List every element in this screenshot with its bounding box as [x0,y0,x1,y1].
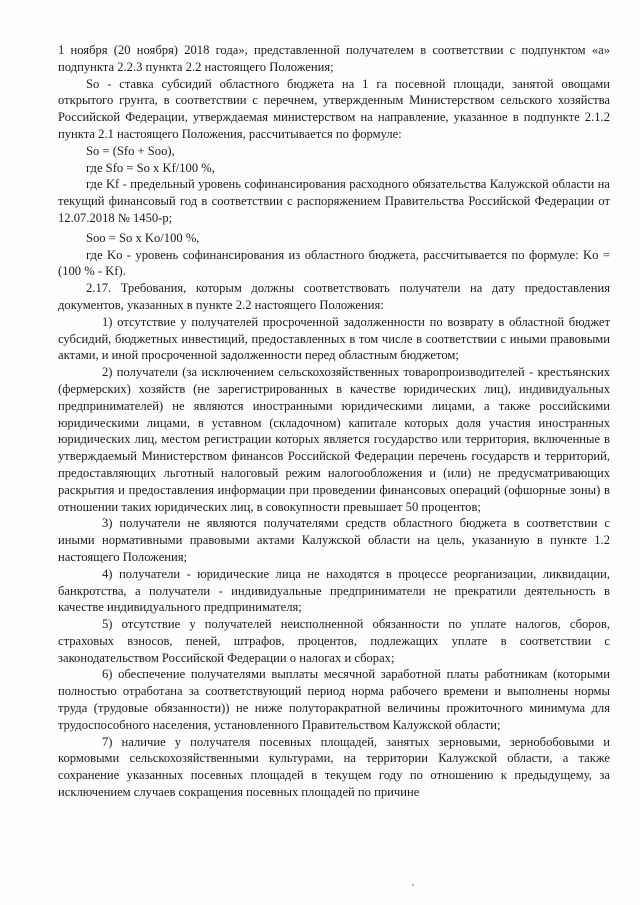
formula-sfo: где Sfо = Sо x Kf/100 %, [86,160,215,175]
formula-so: Sо = (Sfо + Sоо), [86,143,175,158]
requirement-3: 3) получатели не являются получателями средств областного бюджета в соответствии с иными нормативными правовыми актами Калужской области на цель, указанную в пункте 1.2 настоящего Положения; [58,516,610,564]
scan-speck [412,884,414,886]
section-2-17-heading: 2.17. Требования, которым должны соответствовать получатели на дату предоставления документов, указанных в пункте 2.2 настоящего Положения: [58,281,610,312]
requirement-4: 4) получатели - юридические лица не находятся в процессе реорганизации, ликвидации, банкротства, а получатели - индивидуальные предприниматели не прекратили деятельность в качестве индивидуального предпринимателя; [58,566,610,615]
formula-soo: Sоо = Sо x Kо/100 %, [86,230,200,245]
paragraph-continuation: 1 ноября (20 ноября) 2018 года», представленной получателем в соответствии с подпунктом «а» подпункта 2.2.3 пункта 2.2 настоящего Положения; [58,43,610,74]
paragraph-ko-definition: где Kо - уровень софинансирования из областного бюджета, рассчитывается по формуле: Kо = (100 % - Kf). [58,247,610,279]
requirement-2: 2) получатели (за исключением сельскохозяйственных товаропроизводителей - крестьянских (фермерских) хозяйств (не зарегистрированных в качестве юридических лиц), индивидуальных предпринимателей) не являются иностранными юридическими лицами, а также российскими юридическими лицами, в уставном (складочном) капитале которых доля участия иностранных юридических лиц, местом регистрации которых является государство или территория, включенные в утверждаемый Министерством финансов Российской Федерации перечень государств и территорий, предоставляющих льготный налоговый режим налогообложения и (или) не предусматривающих раскрытия и предоставления информации при проведении финансовых операций (офшорные зоны) в отношении таких юридических лиц, в совокупности превышает 50 процентов; [58,365,610,514]
requirement-6: 6) обеспечение получателями выплаты месячной заработной платы работникам (которыми полностью отработана за соответствующий период норма рабочего времени и выполнены нормы труда (трудовые обязанности)) не ниже полуторакратной величины прожиточного минимума для трудоспособного населения, установленного Правительством Калужской области; [58,667,610,732]
document-body [58,42,610,801]
paragraph-so-definition: Sо - ставка субсидий областного бюджета на 1 га посевной площади, занятой овощами открытого грунта, в соответствии с перечнем, утвержденным Министерством сельского хозяйства Российской Федерации, утверждаемая министерством на направление, указанное в подпункте 2.1.2 пункта 2.1 настоящего Положения, рассчитывается по формуле: [58,76,610,141]
paragraph-kf-definition: где Kf - предельный уровень софинансирования расходного обязательства Калужской области на текущий финансовый год в соответствии с распоряжением Правительства Российской Федерации от 12.07.2018 № 1450-р; [58,177,610,225]
requirement-7: 7) наличие у получателя посевных площадей, занятых зерновыми, зернобобовыми и кормовыми сельскохозяйственными культурами, на территории Калужской области, а также сохранение указанных посевных площадей в текущем году по отношению к предыдущему, за исключением случаев сокращения посевных площадей по причине [58,734,610,800]
requirement-1: 1) отсутствие у получателей просроченной задолженности по возврату в областной бюджет субсидий, бюджетных инвестиций, предоставленных в том числе в соответствии с иными правовыми актами, и иной просроченной задолженности перед областным бюджетом; [58,314,610,363]
requirement-5: 5) отсутствие у получателей неисполненной обязанности по уплате налогов, сборов, страховых взносов, пеней, штрафов, процентов, подлежащих уплате в соответствии с законодательством Российской Федерации о налогах и сборах; [58,617,610,665]
